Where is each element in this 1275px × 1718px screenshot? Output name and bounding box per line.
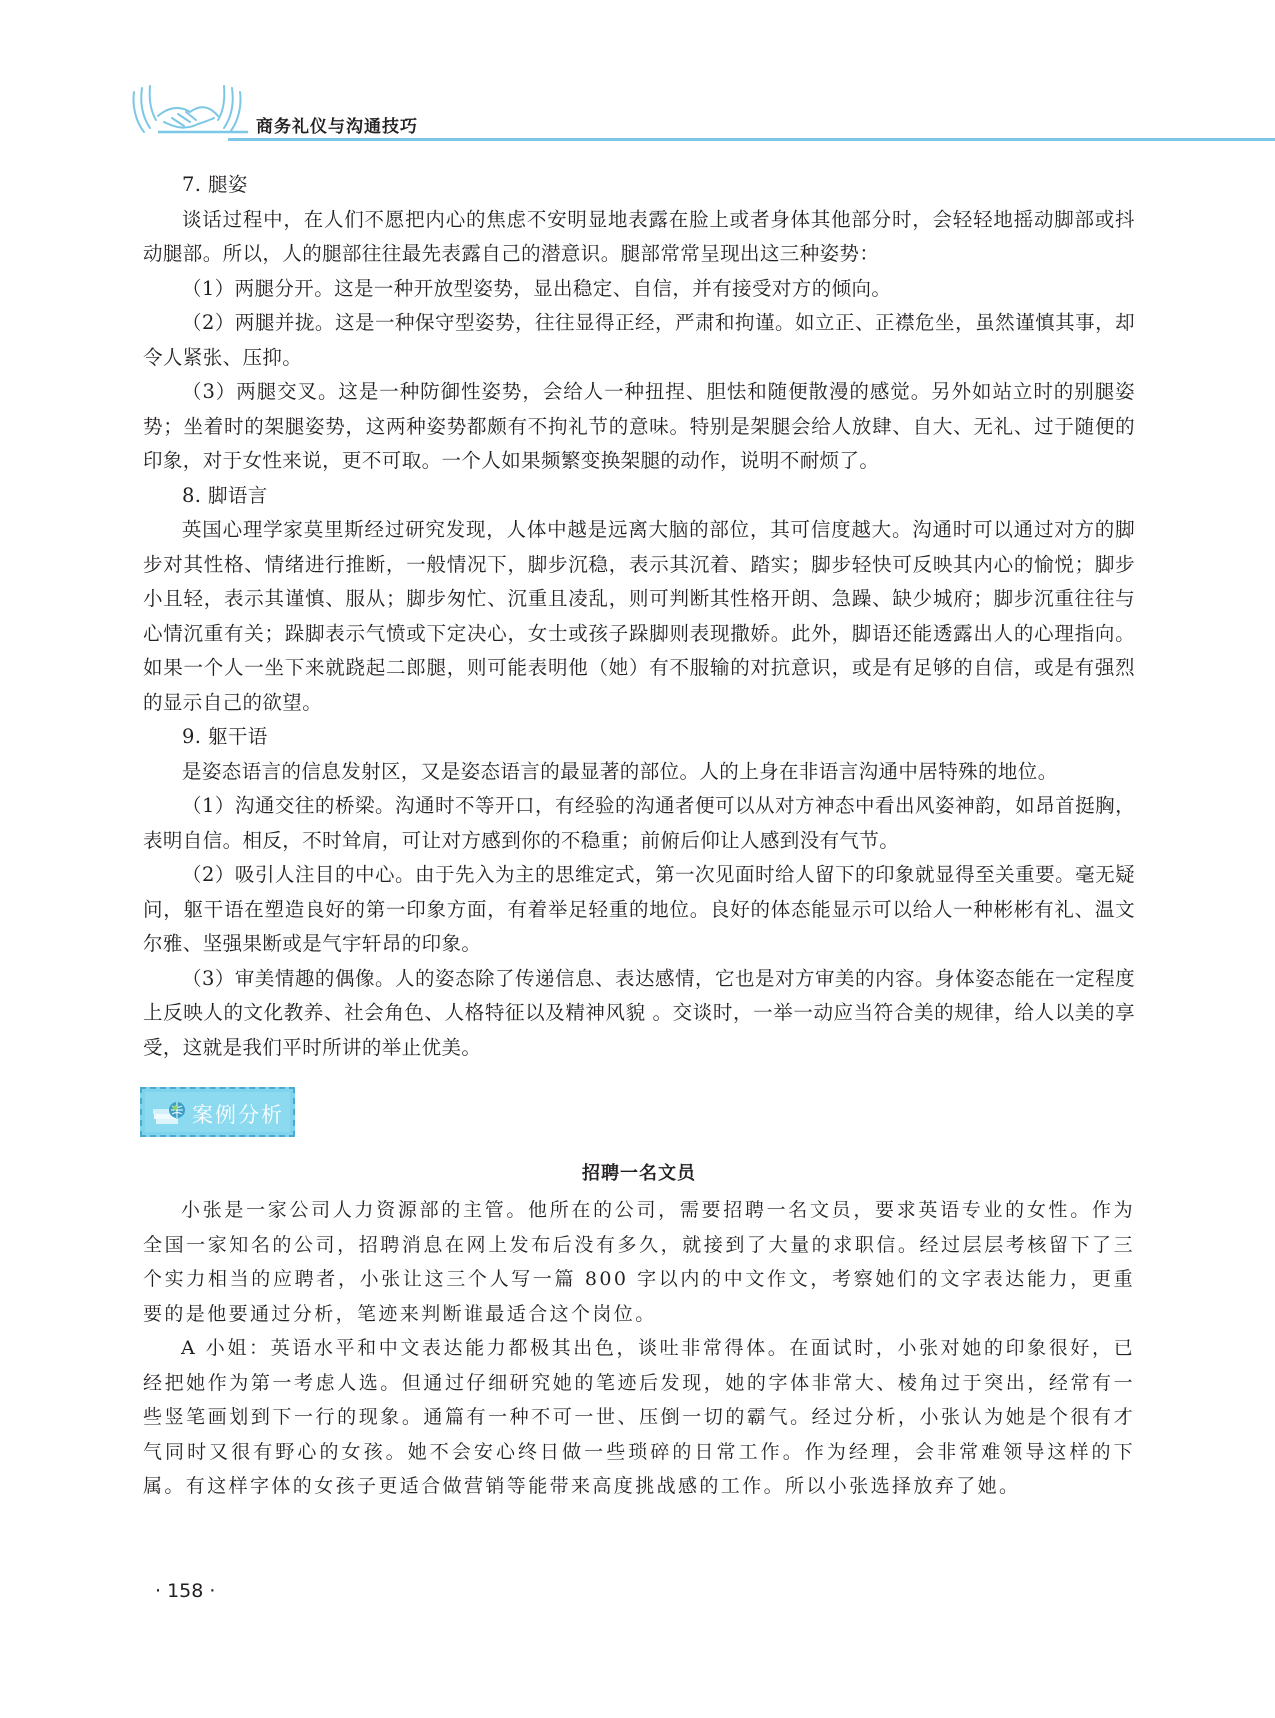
paragraph: 谈话过程中，在人们不愿把内心的焦虑不安明显地表露在脸上或者身体其他部分时，会轻轻地摇动脚部或抖动腿部。所以，人的腿部往往最先表露自己的潜意识。腿部常常呈现出这三种姿势： (143, 207, 1135, 265)
books-globe-icon (152, 1098, 188, 1128)
case-title: 招聘一名文员 (582, 1163, 696, 1184)
section-heading-legs: 7. 腿姿 (182, 173, 248, 196)
case-paragraph: 小张是一家公司人力资源部的主管。他所在的公司，需要招聘一名文员，要求英语专业的女性。作为全国一家知名的公司，招聘消息在网上发布后没有多久，就接到了大量的求职信。经过层层考核留下了三个实力相当的应聘者，小张让这三个人写一篇 800 字以内的中文作文，考察她们的文字表达能力，更重要的是他要通过分析，笔迹来判断谁最适合这个岗位。 (143, 1199, 1135, 1325)
paragraph: 是姿态语言的信息发射区，又是姿态语言的最显著的部位。人的上身在非语言沟通中居特殊的地位。 (182, 759, 1058, 783)
page-header (0, 0, 1275, 150)
paragraph: （2）两腿并拢。这是一种保守型姿势，往往显得正经，严肃和拘谨。如立正、正襟危坐，虽然谨慎其事，却令人紧张、压抑。 (143, 311, 1135, 369)
section-heading-feet: 8. 脚语言 (182, 483, 268, 507)
section-heading-torso: 9. 躯干语 (182, 725, 268, 748)
paragraph: （3）审美情趣的偶像。人的姿态除了传递信息、表达感情，它也是对方审美的内容。身体姿态能在一定程度上反映人的文化教养、社会角色、人格特征以及精神风貌 。交谈时，一举一动应当符合美的规律，给人以美的享受，这就是我们平时所讲的举止优美。 (143, 966, 1135, 1059)
case-analysis-label: 案例分析 (192, 1103, 284, 1127)
paragraph: （1）两腿分开。这是一种开放型姿势，显出稳定、自信，并有接受对方的倾向。 (182, 276, 892, 300)
handshake-logo-icon (128, 82, 248, 138)
case-paragraph: A 小姐：英语水平和中文表达能力都极其出色，谈吐非常得体。在面试时，小张对她的印象很好，已经把她作为第一考虑人选。但通过仔细研究她的笔迹后发现，她的字体非常大、棱角过于突出，经常有一些竖笔画划到下一行的现象。通篇有一种不可一世、压倒一切的霸气。经过分析，小张认为她是个很有才气同时又很有野心的女孩。她不会安心终日做一些琐碎的日常工作。作为经理，会非常难领导这样的下属。有这样字体的女孩子更适合做营销等能带来高度挑战感的工作。所以小张选择放弃了她。 (143, 1337, 1135, 1497)
page-number: · 158 · (155, 1580, 216, 1602)
book-title: 商务礼仪与沟通技巧 (256, 117, 418, 137)
paragraph: （1）沟通交往的桥梁。沟通时不等开口，有经验的沟通者便可以从对方神态中看出风姿神韵，如昂首挺胸，表明自信。相反，不时耸肩，可让对方感到你的不稳重；前俯后仰让人感到没有气节。 (143, 794, 1135, 852)
paragraph: 英国心理学家莫里斯经过研究发现，人体中越是远离大脑的部位，其可信度越大。沟通时可以通过对方的脚步对其性格、情绪进行推断，一般情况下，脚步沉稳，表示其沉着、踏实；脚步轻快可反映其内心的愉悦；脚步小且轻，表示其谨慎、服从；脚步匆忙、沉重且凌乱，则可判断其性格开朗、急躁、缺少城府；脚步沉重往往与心情沉重有关；跺脚表示气愤或下定决心，女士或孩子跺脚则表现撒娇。此外，脚语还能透露出人的心理指向。如果一个人一坐下来就跷起二郎腿，则可能表明他（她）有不服输的对抗意识，或是有足够的自信，或是有强烈的显示自己的欲望。 (143, 518, 1135, 714)
page-content (143, 168, 1135, 1504)
case-analysis-banner (140, 1087, 295, 1137)
header-divider (228, 138, 1275, 141)
paragraph: （3）两腿交叉。这是一种防御性姿势，会给人一种扭捏、胆怯和随便散漫的感觉。另外如站立时的别腿姿势；坐着时的架腿姿势，这两种姿势都颇有不拘礼节的意味。特别是架腿会给人放肆、自大、无礼、过于随便的印象，对于女性来说，更不可取。一个人如果频繁变换架腿的动作，说明不耐烦了。 (143, 380, 1135, 472)
paragraph: （2）吸引人注目的中心。由于先入为主的思维定式，第一次见面时给人留下的印象就显得至关重要。毫无疑问，躯干语在塑造良好的第一印象方面，有着举足轻重的地位。良好的体态能显示可以给人一种彬彬有礼、温文尔雅、坚强果断或是气宇轩昂的印象。 (143, 863, 1135, 955)
